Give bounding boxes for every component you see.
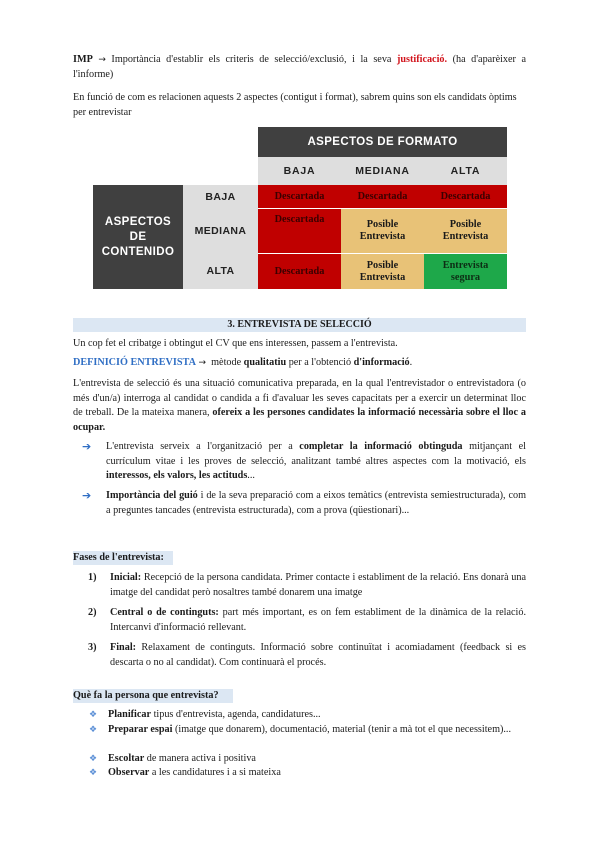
diamond-bullet-icon: ❖ bbox=[89, 710, 98, 720]
item-text: mitjançant el currículum vitae i les proves de selecció, analitzant també altres aspectes com la motivació, els bbox=[106, 441, 526, 467]
arrow-bullet-icon: ➔ bbox=[82, 440, 92, 453]
imp-highlight: justificació. bbox=[396, 54, 448, 65]
paragraph-text: L'entrevista de selecció és una situació comunicativa preparada, en la qual l'entrevistador o entrevistadora (o més d'un/a) interroga al candidat o candida a fi d'avaluar les seves capacitats per a exercir un determinat lloc de treball. De la mateixa manera, bbox=[73, 378, 526, 418]
diamond-bullet-icon: ❖ bbox=[89, 754, 98, 764]
item-text: i de la seva preparació com a eixos temàtics (entrevista semiestructurada), com a preguntes tancades (entrevista estructurada), com a prova (qüestionari)... bbox=[106, 490, 527, 516]
definition-line bbox=[73, 356, 526, 371]
arrow-icon: → bbox=[198, 358, 207, 368]
fases-title: Fases de l'entrevista: bbox=[73, 551, 173, 565]
definition-bold: d'informació bbox=[353, 357, 410, 368]
fase-label: Inicial: bbox=[110, 572, 142, 583]
definition-text: per a l'obtenció bbox=[288, 357, 352, 368]
row-header-alta: ALTA bbox=[183, 253, 258, 289]
item-bold: Importància del guió bbox=[106, 490, 198, 501]
fase-text: part més important, es on fem establiment de la dinàmica de la relació. Intercanvi d'informació rellevant. bbox=[110, 607, 526, 633]
matrix-cell: Posible Entrevista bbox=[341, 253, 424, 289]
diamond-bullet-icon: ❖ bbox=[89, 725, 98, 735]
arrow-list-item bbox=[82, 440, 526, 484]
selection-matrix bbox=[93, 127, 507, 289]
definition-bold: qualitatiu bbox=[243, 357, 287, 368]
que-fa-text: de manera activa i positiva bbox=[146, 753, 256, 764]
arrow-list-item bbox=[82, 489, 526, 518]
section-title: 3. ENTREVISTA DE SELECCIÓ bbox=[73, 318, 526, 332]
row-header-mediana: MEDIANA bbox=[183, 209, 258, 253]
fase-item bbox=[88, 606, 526, 635]
arrow-icon: → bbox=[98, 55, 106, 65]
col-header-mediana: MEDIANA bbox=[341, 157, 424, 185]
imp-text: Importància d'establir els criteris de selecció/exclusió, i la seva bbox=[111, 54, 392, 65]
que-fa-item bbox=[89, 723, 526, 738]
item-bold: interessos, els valors, les actituds bbox=[106, 470, 248, 481]
paragraph-bold: ofereix a les persones candidates la informació necessària sobre el lloc a ocupar. bbox=[73, 407, 527, 433]
matrix-cell: Posible Entrevista bbox=[424, 209, 507, 253]
entrevista-paragraph bbox=[73, 377, 526, 435]
fase-label: Final: bbox=[110, 642, 137, 653]
fase-item bbox=[88, 641, 526, 670]
fase-number: 2) bbox=[88, 607, 97, 618]
matrix-cell: Descartada bbox=[258, 253, 341, 289]
fase-text: Relaxament de continguts. Informació sobre continuïtat i acomiadament (feedback si es descarta o no al candidat). Com continuarà el procés. bbox=[110, 642, 527, 668]
matrix-cell: Descartada bbox=[341, 185, 424, 209]
matrix-cell: Descartada bbox=[424, 185, 507, 209]
section-intro: Un cop fet el cribatge i obtingut el CV que ens interessen, passem a l'entrevista. bbox=[73, 338, 398, 349]
diamond-bullet-icon: ❖ bbox=[89, 768, 98, 778]
fase-number: 3) bbox=[88, 642, 97, 653]
item-text: L'entrevista serveix a l'organització per a bbox=[106, 441, 293, 452]
que-fa-item bbox=[89, 708, 526, 723]
arrow-bullet-icon: ➔ bbox=[82, 489, 92, 502]
combine-paragraph: En funció de com es relacionen aquests 2 aspectes (contigut i format), sabrem quins son els candidats òptims per entrevistar bbox=[73, 92, 517, 118]
que-fa-bold: Planificar bbox=[108, 709, 152, 720]
imp-paragraph bbox=[73, 53, 526, 82]
que-fa-text: a les candidatures i a si mateixa bbox=[151, 767, 281, 778]
item-text: ... bbox=[247, 470, 255, 481]
fase-number: 1) bbox=[88, 572, 97, 583]
matrix-cell: Descartada bbox=[258, 185, 341, 209]
matrix-cell: Entrevista segura bbox=[424, 253, 507, 289]
imp-tail: (ha d'aparèixer a l'informe) bbox=[73, 54, 526, 80]
que-fa-item bbox=[89, 766, 526, 781]
content-header: ASPECTOS DE CONTENIDO bbox=[93, 185, 183, 289]
fase-text: Recepció de la persona candidata. Primer contacte i establiment de la relació. Ens donarà una imatge del candidat però nosaltres també donarem una imatge bbox=[110, 572, 527, 598]
imp-label: IMP bbox=[73, 54, 93, 65]
col-header-baja: BAJA bbox=[258, 157, 341, 185]
que-fa-item bbox=[89, 752, 526, 767]
matrix-cell: Posible Entrevista bbox=[341, 209, 424, 253]
row-header-baja: BAJA bbox=[183, 185, 258, 209]
que-fa-text: (imatge que donarem), documentació, material (tenir a mà tot el que necessitem)... bbox=[174, 724, 512, 735]
definition-text: . bbox=[409, 357, 413, 368]
que-fa-text: tipus d'entrevista, agenda, candidatures... bbox=[153, 709, 321, 720]
que-fa-title: Què fa la persona que entrevista? bbox=[73, 689, 233, 703]
col-header-alta: ALTA bbox=[424, 157, 507, 185]
fase-label: Central o de continguts: bbox=[110, 607, 219, 618]
matrix-cell: Descartada bbox=[258, 209, 341, 253]
fase-item bbox=[88, 571, 526, 600]
que-fa-bold: Preparar espai bbox=[108, 724, 173, 735]
que-fa-bold: Observar bbox=[108, 767, 150, 778]
que-fa-bold: Escoltar bbox=[108, 753, 145, 764]
item-bold: completar la informació obtinguda bbox=[299, 441, 463, 452]
definition-text: mètode bbox=[211, 357, 242, 368]
definition-label: DEFINICIÓ ENTREVISTA bbox=[73, 357, 196, 368]
format-header: ASPECTOS DE FORMATO bbox=[258, 127, 507, 157]
